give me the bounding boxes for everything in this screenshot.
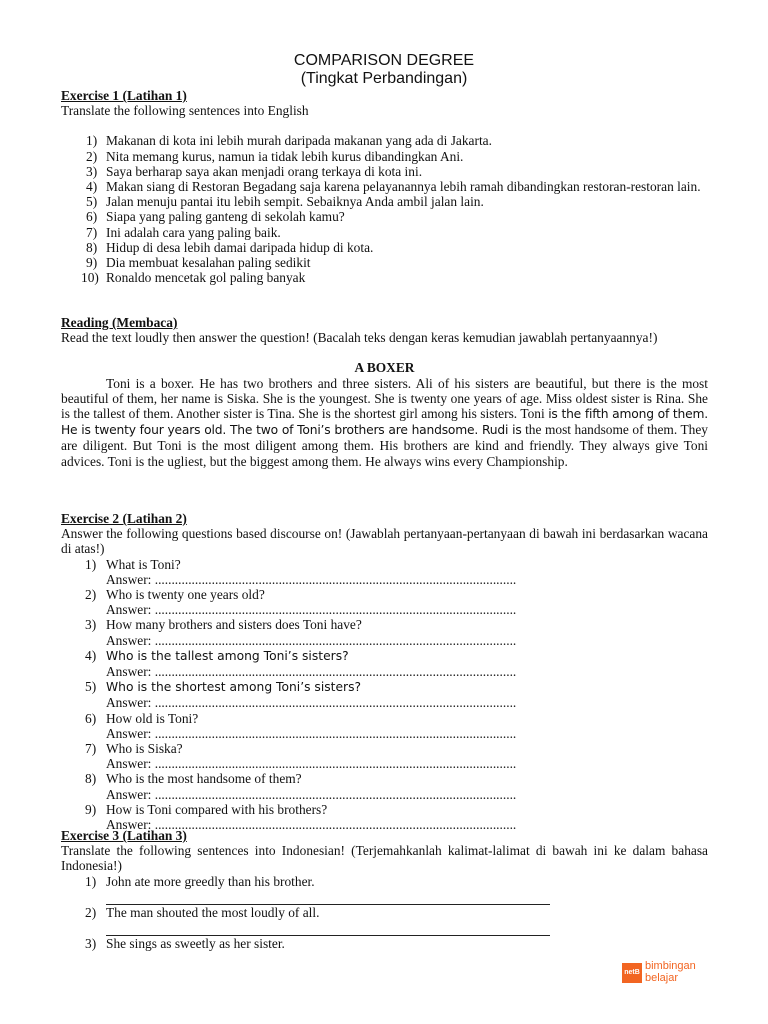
exercise-2-instruction: Answer the following questions based discourse on! (Jawablah pertanyaan-pertanyaan di bawah ini berdasarkan wacana di atas!) bbox=[61, 526, 708, 557]
question-item: 2) Who is twenty one years old? Answer: ............................................................................................................ bbox=[61, 587, 708, 617]
list-item: 3) Saya berharap saya akan menjadi orang terkaya di kota ini. bbox=[86, 163, 423, 179]
exercise-3-heading: Exercise 3 (Latihan 3) bbox=[61, 828, 187, 843]
list-item: 5) Jalan menuju pantai itu lebih sempit. Sebaiknya Anda ambil jalan lain. bbox=[86, 194, 484, 210]
question-item: 8) Who is the most handsome of them? Answer: ............................................................................................................ bbox=[61, 771, 708, 801]
exercise-1-instruction: Translate the following sentences into English bbox=[61, 103, 309, 119]
exercise-2-section bbox=[61, 511, 708, 832]
question-item: 7) Who is Siska? Answer: ............................................................................................................ bbox=[61, 741, 708, 771]
answer-line: Answer: ............................................................................................................ bbox=[106, 632, 517, 648]
exercise-2-heading: Exercise 2 (Latihan 2) bbox=[61, 511, 187, 526]
exercise-1-section bbox=[61, 88, 708, 285]
answer-line: Answer: ............................................................................................................ bbox=[106, 817, 517, 833]
list-item: 4) Makan siang di Restoran Begadang saja karena pelayanannya lebih ramah dibandingkan restoran-restoran lain. bbox=[86, 179, 701, 195]
question-item: 9) How is Toni compared with his brothers? Answer: ............................................................................................................ bbox=[61, 802, 708, 832]
list-item: 2) The man shouted the most loudly of all. bbox=[61, 905, 708, 936]
answer-line: Answer: ............................................................................................................ bbox=[106, 602, 517, 618]
exercise-3-section bbox=[61, 828, 708, 951]
list-item: 8) Hidup di desa lebih damai daripada hidup di kota. bbox=[86, 239, 374, 255]
title-subtitle: (Tingkat Perbandingan) bbox=[300, 70, 468, 87]
answer-line: Answer: ............................................................................................................ bbox=[106, 786, 517, 802]
answer-line: Answer: ............................................................................................................ bbox=[106, 571, 517, 587]
question-item: 6) How old is Toni? Answer: ............................................................................................................ bbox=[61, 711, 708, 741]
exercise-1-list bbox=[61, 133, 708, 285]
exercise-2-list bbox=[61, 557, 708, 833]
question-item: 3) How many brothers and sisters does Toni have? Answer: ............................................................................................................ bbox=[61, 617, 708, 647]
answer-line bbox=[106, 920, 550, 936]
list-item: 1) John ate more greedly than his brother. bbox=[61, 874, 708, 905]
list-item: 10) Ronaldo mencetak gol paling banyak bbox=[81, 270, 306, 286]
answer-line: Answer: ............................................................................................................ bbox=[106, 695, 517, 711]
list-item: 3) She sings as sweetly as her sister. bbox=[85, 936, 285, 952]
list-item: 9) Dia membuat kesalahan paling sedikit bbox=[86, 255, 311, 271]
answer-line bbox=[106, 889, 550, 905]
list-item: 1) Makanan di kota ini lebih murah daripada makanan yang ada di Jakarta. bbox=[86, 133, 492, 149]
answer-line: Answer: ............................................................................................................ bbox=[106, 725, 517, 741]
logo-mark: netB bbox=[622, 963, 642, 983]
list-item: 2) Nita memang kurus, namun ia tidak lebih kurus dibandingkan Ani. bbox=[86, 148, 464, 164]
exercise-1-heading: Exercise 1 (Latihan 1) bbox=[61, 88, 187, 103]
exercise-3-instruction: Translate the following sentences into Indonesian! (Terjemahkanlah kalimat-lalimat di bawah ini ke dalam bahasa Indonesia!) bbox=[61, 843, 708, 874]
story-title: A BOXER bbox=[354, 360, 415, 376]
list-item: 6) Siapa yang paling ganteng di sekolah kamu? bbox=[86, 209, 345, 225]
question-item: 4) Who is the tallest among Toni’s sisters? Answer: ............................................................................................................ bbox=[61, 648, 708, 679]
answer-line: Answer: ............................................................................................................ bbox=[106, 756, 517, 772]
list-item: 7) Ini adalah cara yang paling baik. bbox=[86, 224, 281, 240]
logo-text: bimbingan belajar bbox=[645, 960, 696, 984]
title-main: COMPARISON DEGREE bbox=[293, 52, 475, 69]
reading-section bbox=[61, 315, 708, 469]
document-title bbox=[0, 52, 768, 88]
question-item: 5) Who is the shortest among Toni’s sisters? Answer: ............................................................................................................ bbox=[61, 679, 708, 710]
question-item: 1) What is Toni? Answer: ............................................................................................................ bbox=[61, 557, 708, 587]
story-text: Toni is a boxer. He has two brothers and three sisters. Ali of his sisters are beautiful, but there is the most beautiful of them, her name is Siska. She is the youngest. She is twenty one years of age. Miss oldest sister is Rina. She is the tallest of them. Another sister is Tina. She is the shortest girl among his sisters. Toni is the fifth among of them. He is twenty four years old. The two of Toni’s brothers are handsome. Rudi is the most handsome of them. They are diligent. But Toni is the most diligent among them. His brothers are kind and friendly. They always give Toni advices. Toni is the ugliest, but the biggest among them. He always wins every Championship. bbox=[61, 375, 709, 469]
bimbingan-belajar-logo bbox=[622, 960, 712, 986]
answer-line: Answer: ............................................................................................................ bbox=[106, 664, 517, 680]
reading-heading: Reading (Membaca) bbox=[61, 315, 178, 330]
reading-instruction: Read the text loudly then answer the question! (Bacalah teks dengan keras kemudian jawablah pertanyaannya!) bbox=[61, 330, 658, 346]
exercise-3-list bbox=[61, 874, 708, 952]
